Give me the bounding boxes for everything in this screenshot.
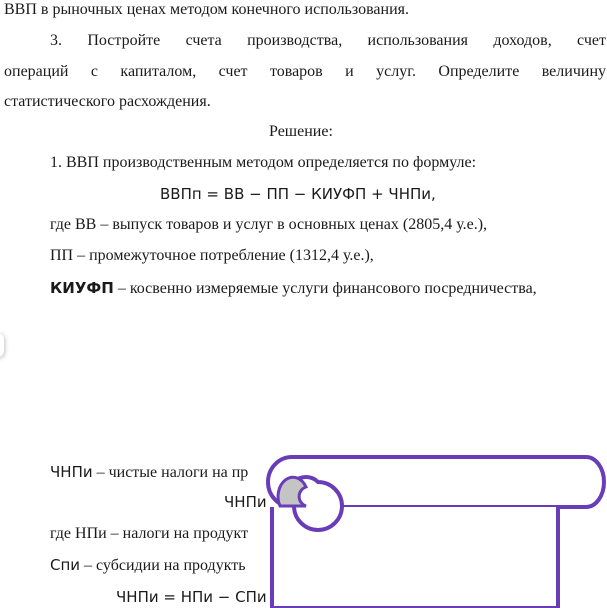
definition-spi-text: – субсидии на продукть <box>80 557 246 574</box>
text-line-gdp-final-use: ВВП в рыночных ценах методом конечного использования. <box>4 1 409 18</box>
task3-word: услуг. <box>376 63 416 80</box>
task3-word: товаров <box>269 63 323 80</box>
definition-kiufp <box>50 278 537 299</box>
scroll-banner-icon <box>266 455 607 608</box>
definition-chnpi <box>50 462 248 483</box>
term-chnpi: ЧНПи <box>50 463 93 481</box>
term-spi: Спи <box>50 556 81 574</box>
definition-npi: где НПи – налоги на продукт <box>50 525 249 542</box>
task-3-line-3: статистического расхождения. <box>4 93 211 110</box>
task3-word: 3. <box>50 32 62 49</box>
task3-word: счет <box>218 63 248 80</box>
definition-vv: где ВВ – выпуск товаров и услуг в основных ценах (2805,4 у.е.), <box>50 216 488 233</box>
solution-heading: Решение: <box>269 123 333 140</box>
task3-word: использования <box>367 32 468 49</box>
task3-word: капиталом, <box>120 63 197 80</box>
step-1-text: 1. ВВП производственным методом определяется по формуле: <box>50 154 477 171</box>
term-kiufp: КИУФП <box>50 279 114 297</box>
task3-word: Определите <box>438 63 520 80</box>
formula-gdp-production: ВВПп = ВВ − ПП − КИУФП + ЧНПи, <box>160 185 436 203</box>
task3-word: операций <box>4 63 69 80</box>
task3-word: доходов, <box>493 32 552 49</box>
task3-word: величину <box>541 63 606 80</box>
formula-chnpi-full: ЧНПи = НПи − СПи <box>116 588 267 606</box>
formula-chnpi-partial: ЧНПи <box>224 493 267 511</box>
task-3-line-2 <box>4 62 606 82</box>
task3-word: производства, <box>247 32 343 49</box>
task-3-line-1 <box>50 31 606 51</box>
task3-word: Постройте <box>87 32 161 49</box>
task3-word: счета <box>185 32 222 49</box>
task3-word: счет <box>577 32 606 49</box>
side-panel-tab[interactable] <box>0 333 4 357</box>
definition-chnpi-text: – чистые налоги на пр <box>92 464 249 481</box>
task3-word: с <box>90 63 98 80</box>
definition-kiufp-text: – косвенно измеряемые услуги финансового посредничества, <box>113 280 537 297</box>
task3-word: и <box>345 63 354 80</box>
definition-pp: ПП – промежуточное потребление (1312,4 у.е.), <box>50 247 374 264</box>
definition-spi <box>50 555 246 576</box>
